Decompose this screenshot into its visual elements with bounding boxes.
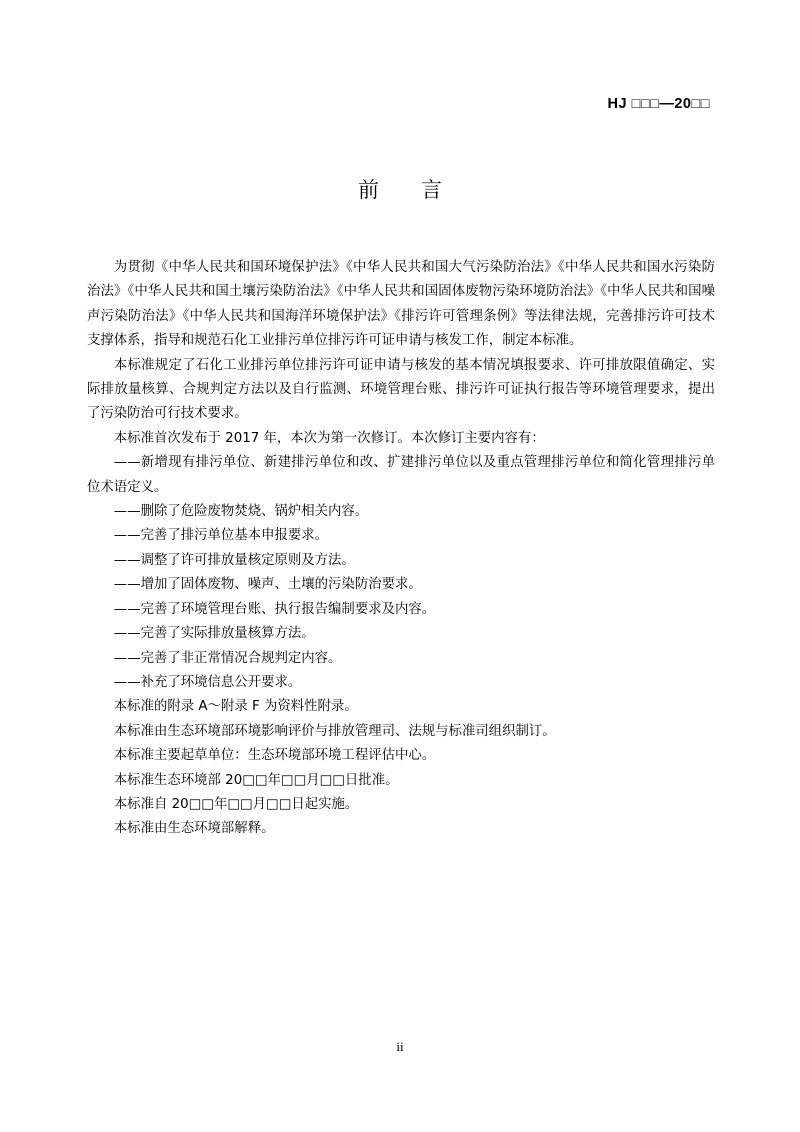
revision-item: ——新增现有排污单位、新建排污单位和改、扩建排污单位以及重点管理排污单位和简化管理排污单位术语定义。 bbox=[87, 455, 715, 495]
revision-item: ——调整了许可排放量核定原则及方法。 bbox=[113, 552, 355, 568]
title-char-1: 前 bbox=[358, 178, 379, 202]
intro-paragraph: 为贯彻《中华人民共和国环境保护法》《中华人民共和国大气污染防治法》《中华人民共和国水污染防治法》《中华人民共和国土壤污染防治法》《中华人民共和国固体废物污染环境防治法》《中华人民共和国噪声污染防治法》《中华人民共和国海洋环境保护法》《排污许可管理条例》等法律法规，完善排污许可技术支撑体系，指导和规范石化工业排污单位排污许可证申请与核发工作，制定本标准。 bbox=[87, 260, 715, 349]
revision-item: ——完善了排污单位基本申报要求。 bbox=[113, 528, 329, 544]
revision-item: ——删除了危险废物焚烧、锅炉相关内容。 bbox=[113, 504, 369, 520]
closing-paragraph: 本标准由生态环境部环境影响评价与排放管理司、法规与标准司组织制订。 bbox=[113, 723, 556, 739]
standard-code: HJ □□□—20□□ bbox=[607, 96, 710, 112]
revision-item: ——完善了实际排放量核算方法。 bbox=[113, 626, 315, 642]
page-number: ii bbox=[396, 1039, 404, 1054]
closing-paragraph: 本标准由生态环境部解释。 bbox=[113, 821, 275, 837]
closing-paragraph: 本标准自 20□□年□□月□□日起实施。 bbox=[113, 796, 359, 812]
intro-paragraph: 本标准规定了石化工业排污单位排污许可证申请与核发的基本情况填报要求、许可排放限值确定、实际排放量核算、合规判定方法以及自行监测、环境管理台账、排污许可证执行报告等环境管理要求，提出了污染防治可行技术要求。 bbox=[87, 357, 715, 422]
document-body bbox=[87, 256, 715, 842]
closing-paragraph: 本标准主要起草单位：生态环境部环境工程评估中心。 bbox=[113, 748, 436, 764]
title-char-2: 言 bbox=[421, 178, 442, 202]
closing-paragraph: 本标准生态环境部 20□□年□□月□□日批准。 bbox=[113, 772, 399, 788]
page-title bbox=[0, 174, 800, 204]
revision-item: ——增加了固体废物、噪声、土壤的污染防治要求。 bbox=[113, 577, 422, 593]
revision-item: ——完善了非正常情况合规判定内容。 bbox=[113, 650, 342, 666]
revision-item: ——补充了环境信息公开要求。 bbox=[113, 674, 302, 690]
closing-paragraph: 本标准的附录 A～附录 F 为资料性附录。 bbox=[113, 699, 358, 715]
revision-item: ——完善了环境管理台账、执行报告编制要求及内容。 bbox=[113, 601, 436, 617]
intro-paragraph: 本标准首次发布于 2017 年，本次为第一次修订。本次修订主要内容有： bbox=[113, 430, 545, 446]
